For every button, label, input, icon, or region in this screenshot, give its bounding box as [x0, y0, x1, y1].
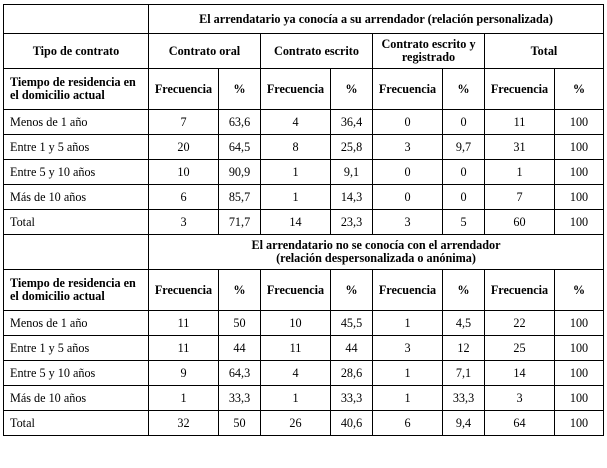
- table-cell: 1: [261, 160, 331, 185]
- table-cell: 0: [373, 185, 443, 210]
- table-cell: 40,6: [331, 411, 373, 436]
- table-row: [4, 185, 604, 210]
- table-cell: 11: [261, 336, 331, 361]
- subheader: %: [555, 270, 604, 311]
- table-cell: 10: [149, 160, 219, 185]
- table-cell: 8: [261, 135, 331, 160]
- table-cell: 85,7: [219, 185, 261, 210]
- table-cell: 50: [219, 411, 261, 436]
- table-cell: 3: [149, 210, 219, 235]
- data-table: [3, 4, 604, 436]
- row-label: Más de 10 años: [4, 386, 149, 411]
- table-cell: 1: [261, 386, 331, 411]
- table-row: [4, 361, 604, 386]
- table-cell: 44: [331, 336, 373, 361]
- table-cell: 22: [485, 311, 555, 336]
- table-cell: 1: [149, 386, 219, 411]
- subheader: %: [331, 69, 373, 110]
- table-cell: 1: [373, 361, 443, 386]
- subheader: %: [331, 270, 373, 311]
- table-cell: 4: [261, 110, 331, 135]
- subheader: %: [555, 69, 604, 110]
- table-cell: 7: [485, 185, 555, 210]
- table-cell: 100: [555, 386, 604, 411]
- contract-type-written: Contrato escrito: [261, 34, 373, 69]
- row-label: Más de 10 años: [4, 185, 149, 210]
- table-cell: 33,3: [219, 386, 261, 411]
- row-label: Entre 1 y 5 años: [4, 135, 149, 160]
- subheader: Frecuencia: [485, 270, 555, 311]
- table-row: [4, 411, 604, 436]
- row-label: Entre 5 y 10 años: [4, 160, 149, 185]
- table-cell: 0: [443, 160, 485, 185]
- table-cell: 1: [485, 160, 555, 185]
- subheader: Frecuencia: [261, 270, 331, 311]
- table-cell: 31: [485, 135, 555, 160]
- subheader: Frecuencia: [149, 270, 219, 311]
- subheader: Frecuencia: [373, 69, 443, 110]
- table-cell: 7,1: [443, 361, 485, 386]
- table-cell: 4,5: [443, 311, 485, 336]
- table-cell: 100: [555, 135, 604, 160]
- table-row: [4, 135, 604, 160]
- subheader: Frecuencia: [149, 69, 219, 110]
- row-label: Total: [4, 411, 149, 436]
- contract-type-oral: Contrato oral: [149, 34, 261, 69]
- table-cell: 0: [373, 110, 443, 135]
- table-cell: 14: [485, 361, 555, 386]
- table-cell: 100: [555, 311, 604, 336]
- table-cell: 20: [149, 135, 219, 160]
- table-cell: 90,9: [219, 160, 261, 185]
- table-cell: 1: [373, 386, 443, 411]
- table-row: [4, 336, 604, 361]
- table-cell: 11: [485, 110, 555, 135]
- table-row: [4, 110, 604, 135]
- table-cell: 100: [555, 185, 604, 210]
- table-cell: 0: [443, 185, 485, 210]
- table-cell: 100: [555, 411, 604, 436]
- table-cell: 11: [149, 336, 219, 361]
- table-cell: 44: [219, 336, 261, 361]
- table-cell: 0: [443, 110, 485, 135]
- table-cell: 28,6: [331, 361, 373, 386]
- table-cell: 36,4: [331, 110, 373, 135]
- table-cell: 25,8: [331, 135, 373, 160]
- table-cell: 9,1: [331, 160, 373, 185]
- section2-title-row: [4, 235, 604, 270]
- table-cell: 23,3: [331, 210, 373, 235]
- table-cell: 71,7: [219, 210, 261, 235]
- table-cell: 100: [555, 361, 604, 386]
- table-cell: 3: [373, 336, 443, 361]
- table-cell: 3: [373, 210, 443, 235]
- table-cell: 9: [149, 361, 219, 386]
- table-cell: 100: [555, 160, 604, 185]
- subheader: %: [443, 69, 485, 110]
- table-cell: 3: [485, 386, 555, 411]
- table-cell: 10: [261, 311, 331, 336]
- table-cell: 9,7: [443, 135, 485, 160]
- contract-type-registered: Contrato escrito y registrado: [373, 34, 485, 69]
- table-cell: 100: [555, 210, 604, 235]
- table-row: [4, 210, 604, 235]
- subheader: %: [443, 270, 485, 311]
- table-cell: 12: [443, 336, 485, 361]
- contract-type-header-row: [4, 34, 604, 69]
- row-label: Total: [4, 210, 149, 235]
- table-cell: 64,3: [219, 361, 261, 386]
- table-cell: 60: [485, 210, 555, 235]
- table-cell: 33,3: [443, 386, 485, 411]
- row-header-label: Tiempo de residencia en el domicilio actual: [4, 69, 149, 110]
- section2-title-line1: El arrendatario no se conocía con el arrendador: [251, 238, 501, 252]
- section2-subheader-row: [4, 270, 604, 311]
- section1-title-row: [4, 5, 604, 34]
- subheader: %: [219, 270, 261, 311]
- row-label: Menos de 1 año: [4, 110, 149, 135]
- table-cell: 0: [373, 160, 443, 185]
- table-cell: 63,6: [219, 110, 261, 135]
- subheader: %: [219, 69, 261, 110]
- empty-corner-cell: [4, 235, 149, 270]
- table-cell: 64: [485, 411, 555, 436]
- table-cell: 6: [149, 185, 219, 210]
- table-cell: 25: [485, 336, 555, 361]
- table-cell: 100: [555, 110, 604, 135]
- table-cell: 33,3: [331, 386, 373, 411]
- section2-title: [149, 235, 604, 270]
- table-cell: 45,5: [331, 311, 373, 336]
- table-cell: 14,3: [331, 185, 373, 210]
- table-cell: 9,4: [443, 411, 485, 436]
- table-cell: 26: [261, 411, 331, 436]
- row-label: Entre 5 y 10 años: [4, 361, 149, 386]
- contract-type-total: Total: [485, 34, 604, 69]
- table-cell: 1: [261, 185, 331, 210]
- table-cell: 100: [555, 336, 604, 361]
- row-label: Menos de 1 año: [4, 311, 149, 336]
- row-label: Entre 1 y 5 años: [4, 336, 149, 361]
- section2-title-line2: (relación despersonalizada o anónima): [276, 251, 476, 265]
- empty-corner-cell: [4, 5, 149, 34]
- subheader: Frecuencia: [485, 69, 555, 110]
- table-cell: 14: [261, 210, 331, 235]
- table-cell: 1: [373, 311, 443, 336]
- table-cell: 6: [373, 411, 443, 436]
- col-header-label: Tipo de contrato: [4, 34, 149, 69]
- row-header-label: Tiempo de residencia en el domicilio actual: [4, 270, 149, 311]
- table-cell: 11: [149, 311, 219, 336]
- subheader: Frecuencia: [261, 69, 331, 110]
- subheader: Frecuencia: [373, 270, 443, 311]
- table-cell: 64,5: [219, 135, 261, 160]
- section1-subheader-row: [4, 69, 604, 110]
- table-row: [4, 386, 604, 411]
- table-row: [4, 311, 604, 336]
- table-cell: 4: [261, 361, 331, 386]
- table-cell: 50: [219, 311, 261, 336]
- table-cell: 5: [443, 210, 485, 235]
- table-row: [4, 160, 604, 185]
- table-cell: 7: [149, 110, 219, 135]
- section1-title: El arrendatario ya conocía a su arrendador (relación personalizada): [149, 5, 604, 34]
- table-cell: 32: [149, 411, 219, 436]
- table-cell: 3: [373, 135, 443, 160]
